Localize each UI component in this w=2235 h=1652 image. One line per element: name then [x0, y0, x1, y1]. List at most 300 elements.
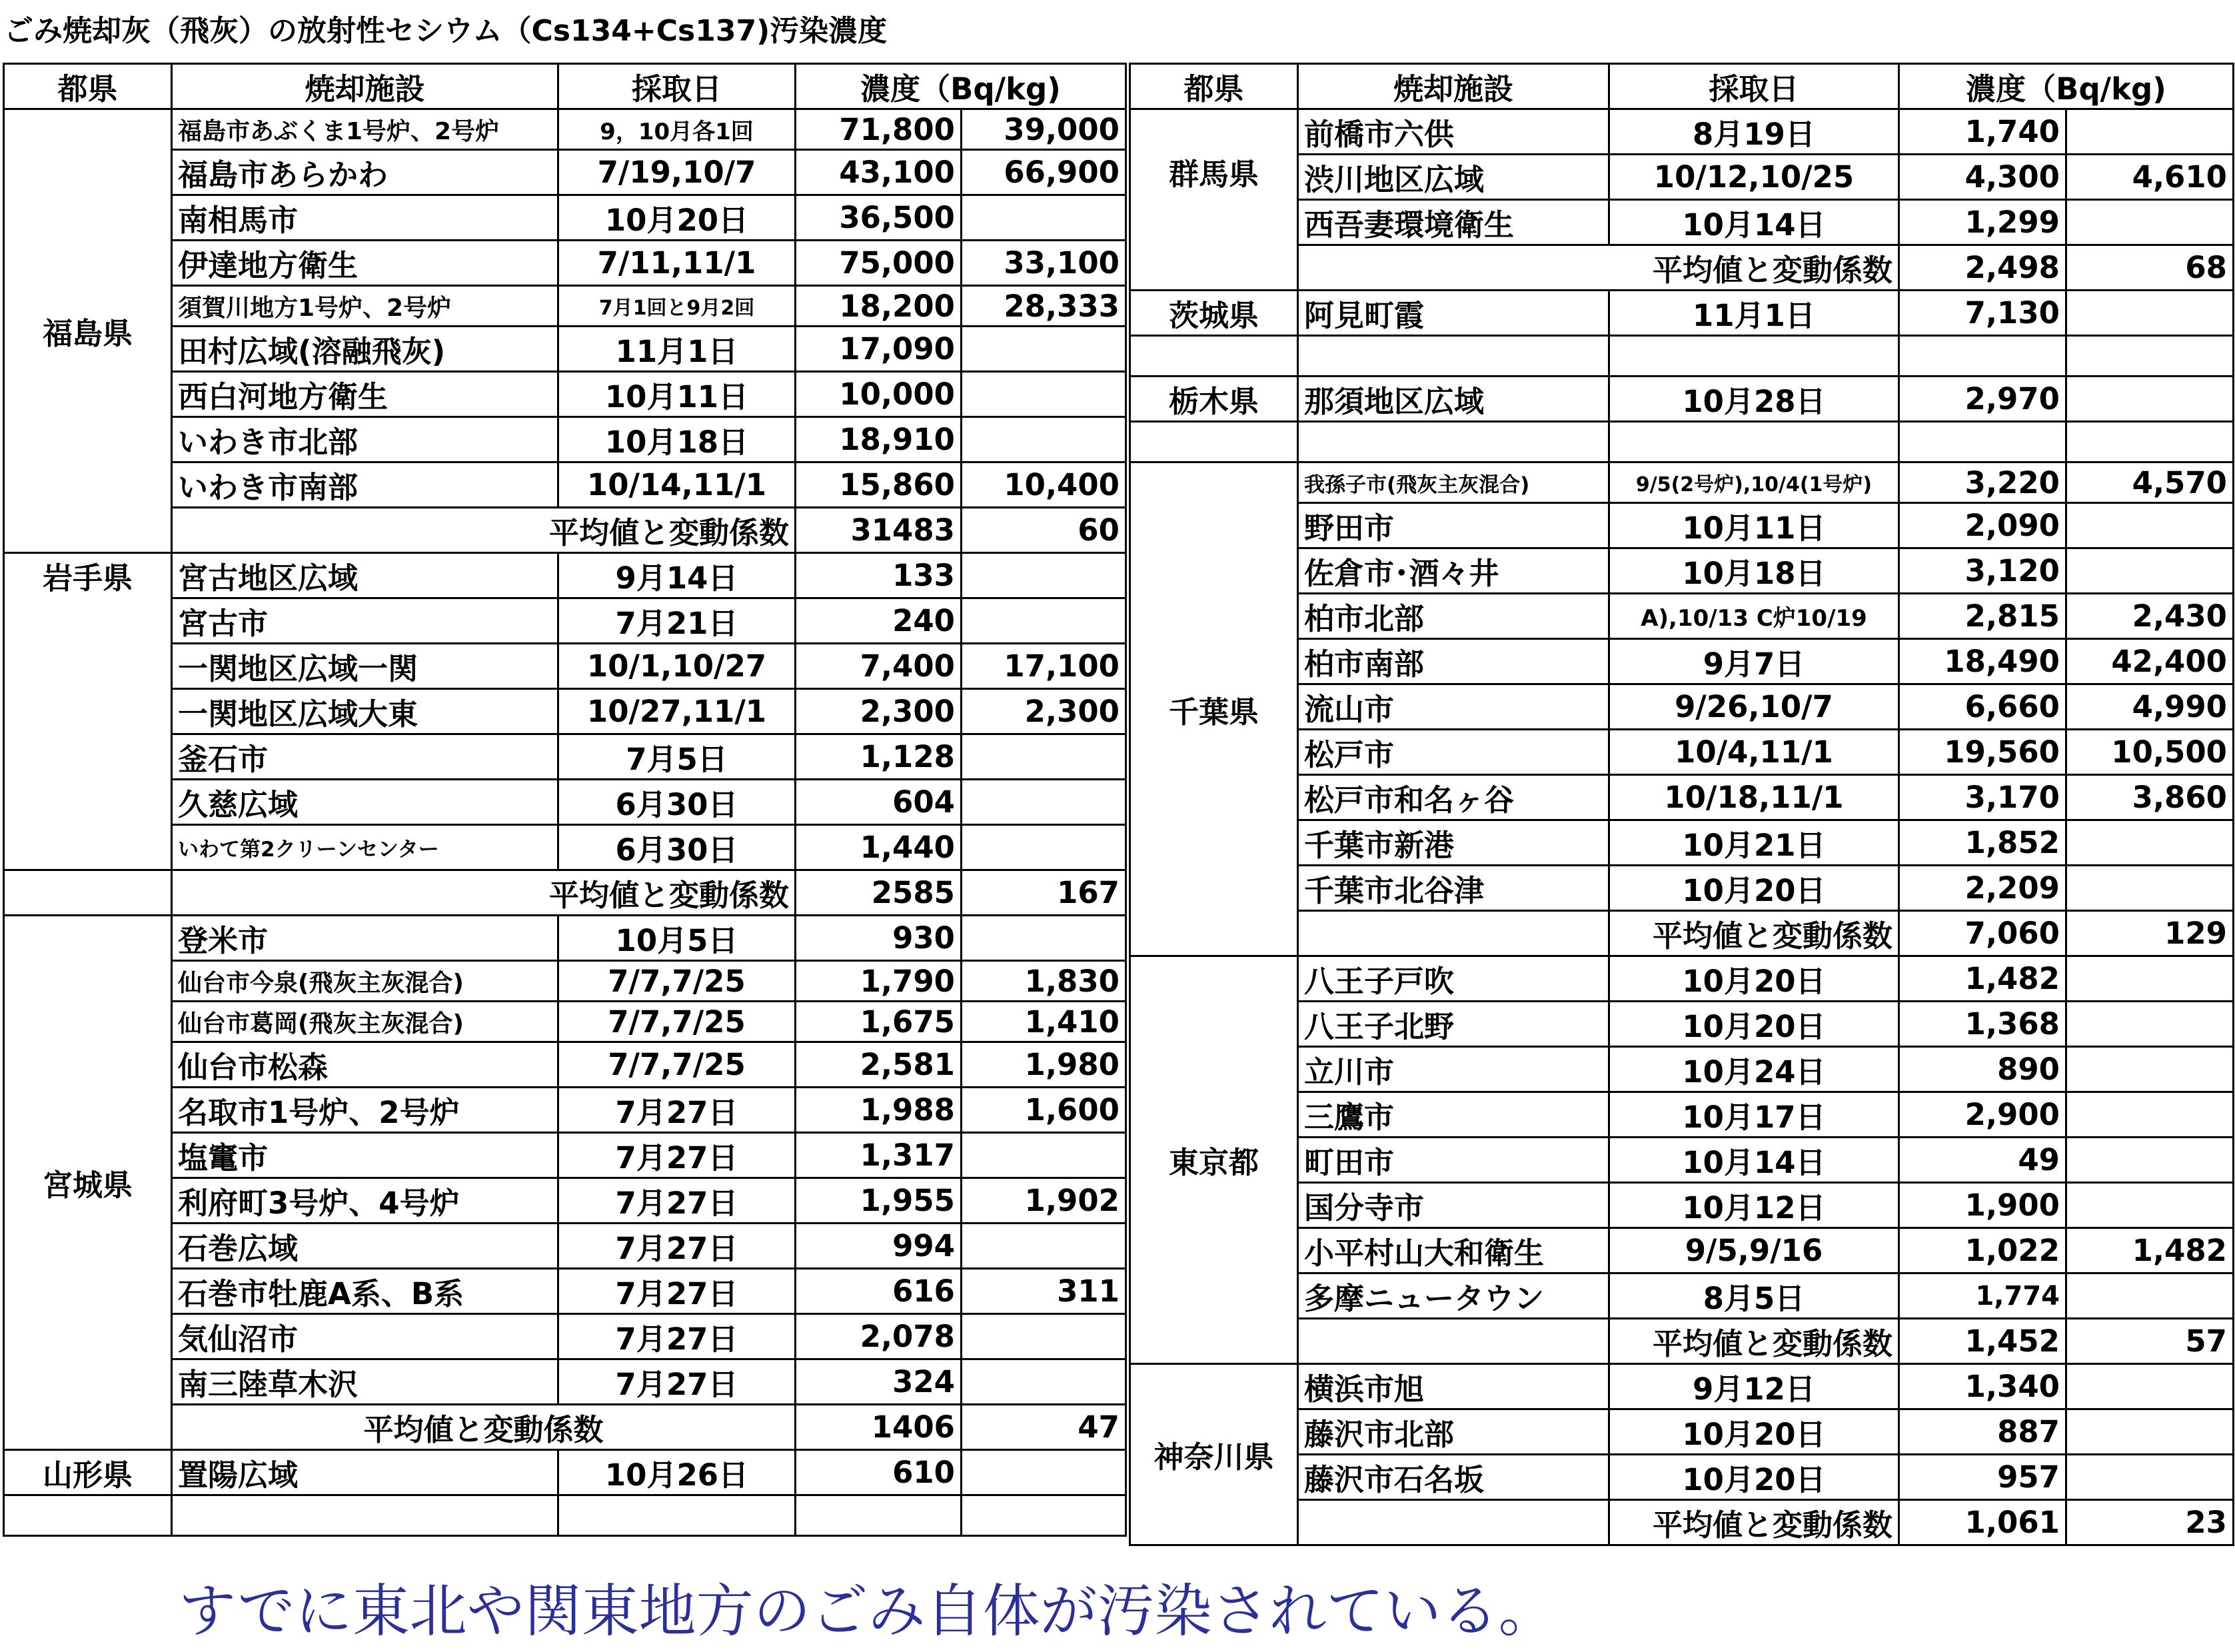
value2-cell: 66,900: [962, 150, 1126, 195]
value1-cell: 1,988: [796, 1088, 962, 1133]
date-cell: 10/1,10/27: [558, 644, 796, 689]
empty-cell: [1609, 422, 1899, 462]
table-row: [4, 1269, 1126, 1314]
page-title: ごみ焼却灰（飛灰）の放射性セシウム（Cs134+Cs137)汚染濃度: [4, 14, 888, 48]
facility-cell: 横浜市旭: [1298, 1364, 1609, 1409]
table-row: [4, 734, 1126, 780]
empty-cell: [1298, 911, 1609, 956]
empty-cell: [1298, 1319, 1609, 1364]
facility-cell: 柏市北部: [1298, 594, 1609, 639]
summary-row: [4, 508, 1126, 553]
value1-cell: 7,400: [796, 644, 962, 689]
right-table: [1129, 63, 2234, 1546]
value2-cell: 1,830: [962, 961, 1126, 1002]
value1-cell: 7,130: [1899, 291, 2066, 336]
avg-label: 平均値と変動係数: [1609, 1319, 1899, 1364]
value2-cell: 4,570: [2066, 462, 2234, 503]
value2-cell: [962, 417, 1126, 462]
table-row: [4, 462, 1126, 508]
facility-cell: 西白河地方衛生: [172, 372, 558, 417]
value1-cell: 2,581: [796, 1042, 962, 1088]
value2-cell: [2066, 1273, 2234, 1319]
value2-cell: [2066, 1092, 2234, 1138]
table-row: [4, 1450, 1126, 1495]
value2-cell: [962, 195, 1126, 241]
date-cell: 10月18日: [558, 417, 796, 462]
avg-label: 平均値と変動係数: [172, 870, 796, 916]
table-row: [4, 825, 1126, 870]
table-row: [4, 689, 1126, 734]
date-cell: 7月1回と9月2回: [558, 286, 796, 327]
value2-cell: 17,100: [962, 644, 1126, 689]
value2-cell: 33,100: [962, 241, 1126, 286]
date-cell: 9，10月各1回: [558, 109, 796, 150]
date-cell: 11月1日: [1609, 291, 1899, 336]
table-row: [4, 916, 1126, 961]
facility-cell: 仙台市松森: [172, 1042, 558, 1088]
date-cell: A),10/13 C炉10/19: [1609, 594, 1899, 639]
value1-cell: 2,970: [1899, 377, 2066, 422]
header-facility: 焼却施設: [1298, 64, 1609, 109]
pref-cell: 千葉県: [1130, 462, 1298, 956]
facility-cell: 気仙沼市: [172, 1314, 558, 1359]
facility-cell: 名取市1号炉、2号炉: [172, 1088, 558, 1133]
value1-cell: 17,090: [796, 327, 962, 372]
facility-cell: 仙台市今泉(飛灰主灰混合): [172, 961, 558, 1002]
date-cell: 10月20日: [1609, 1455, 1899, 1500]
value1-cell: 1,022: [1899, 1228, 2066, 1273]
date-cell: 10月5日: [558, 916, 796, 961]
value2-cell: [2066, 548, 2234, 594]
facility-cell: 石巻広域: [172, 1224, 558, 1269]
summary-row: [4, 870, 1126, 916]
value2-cell: [2066, 1183, 2234, 1228]
date-cell: 7/11,11/1: [558, 241, 796, 286]
value1-cell: 18,910: [796, 417, 962, 462]
value2-cell: [962, 1133, 1126, 1178]
value2-cell: [2066, 820, 2234, 866]
value2-cell: [962, 372, 1126, 417]
avg-value: 2,498: [1899, 245, 2066, 291]
facility-cell: 町田市: [1298, 1138, 1609, 1183]
value1-cell: 2,209: [1899, 866, 2066, 911]
facility-cell: 一関地区広域大東: [172, 689, 558, 734]
table-row: [4, 150, 1126, 195]
date-cell: 10月28日: [1609, 377, 1899, 422]
date-cell: 10月14日: [1609, 1138, 1899, 1183]
value2-cell: [962, 825, 1126, 870]
value2-cell: 1,600: [962, 1088, 1126, 1133]
value1-cell: 3,220: [1899, 462, 2066, 503]
table-row: [4, 961, 1126, 1002]
facility-cell: 国分寺市: [1298, 1183, 1609, 1228]
value2-cell: 10,400: [962, 462, 1126, 508]
date-cell: 7月27日: [558, 1224, 796, 1269]
value1-cell: 2,815: [1899, 594, 2066, 639]
avg-label: 平均値と変動係数: [1609, 911, 1899, 956]
facility-cell: 南三陸草木沢: [172, 1359, 558, 1405]
date-cell: 10/12,10/25: [1609, 155, 1899, 200]
facility-cell: 南相馬市: [172, 195, 558, 241]
table-row: [4, 1359, 1126, 1405]
empty-cell: [796, 1495, 962, 1536]
value2-cell: 1,902: [962, 1178, 1126, 1224]
facility-cell: 柏市南部: [1298, 639, 1609, 684]
value2-cell: [2066, 956, 2234, 1002]
value1-cell: 610: [796, 1450, 962, 1495]
value1-cell: 18,200: [796, 286, 962, 327]
value2-cell: [2066, 1047, 2234, 1092]
value2-cell: [2066, 1409, 2234, 1455]
date-cell: 10/4,11/1: [1609, 730, 1899, 775]
facility-cell: 流山市: [1298, 684, 1609, 730]
value2-cell: 1,980: [962, 1042, 1126, 1088]
pref-cell: 東京都: [1130, 956, 1298, 1364]
value2-cell: 2,300: [962, 689, 1126, 734]
date-cell: 9月14日: [558, 553, 796, 598]
empty-cell: [1899, 422, 2066, 462]
value2-cell: [962, 916, 1126, 961]
facility-cell: 須賀川地方1号炉、2号炉: [172, 286, 558, 327]
facility-cell: 八王子戸吹: [1298, 956, 1609, 1002]
cv-value: 60: [962, 508, 1126, 553]
cv-value: 57: [2066, 1319, 2234, 1364]
avg-value: 1,061: [1899, 1500, 2066, 1545]
value2-cell: [962, 780, 1126, 825]
facility-cell: 藤沢市石名坂: [1298, 1455, 1609, 1500]
value1-cell: 6,660: [1899, 684, 2066, 730]
avg-value: 1406: [796, 1405, 962, 1450]
avg-value: 2585: [796, 870, 962, 916]
table-row: [1130, 422, 2234, 462]
date-cell: 10月11日: [558, 372, 796, 417]
value2-cell: 10,500: [2066, 730, 2234, 775]
date-cell: 7/19,10/7: [558, 150, 796, 195]
facility-cell: 田村広域(溶融飛灰): [172, 327, 558, 372]
table-row: [4, 1002, 1126, 1042]
empty-cell: [1298, 336, 1609, 377]
value2-cell: [2066, 1002, 2234, 1047]
facility-cell: 石巻市牡鹿A系、B系: [172, 1269, 558, 1314]
empty-cell: [4, 1495, 172, 1536]
date-cell: 10月26日: [558, 1450, 796, 1495]
value1-cell: 19,560: [1899, 730, 2066, 775]
pref-cell: 茨城県: [1130, 291, 1298, 336]
cv-value: 47: [962, 1405, 1126, 1450]
facility-cell: 宮古地区広域: [172, 553, 558, 598]
table-row: [1130, 1364, 2234, 1409]
pref-cell: 福島県: [4, 109, 172, 553]
summary-row: [4, 1405, 1126, 1450]
value1-cell: 1,482: [1899, 956, 2066, 1002]
date-cell: 9月12日: [1609, 1364, 1899, 1409]
date-cell: 7月5日: [558, 734, 796, 780]
table-row: [4, 598, 1126, 644]
table-row: [1130, 462, 2234, 503]
date-cell: 10月20日: [1609, 956, 1899, 1002]
value1-cell: 1,852: [1899, 820, 2066, 866]
value1-cell: 75,000: [796, 241, 962, 286]
date-cell: 7月27日: [558, 1178, 796, 1224]
value1-cell: 1,299: [1899, 200, 2066, 245]
date-cell: 10/27,11/1: [558, 689, 796, 734]
value1-cell: 1,340: [1899, 1364, 2066, 1409]
pref-cell: 神奈川県: [1130, 1364, 1298, 1545]
value2-cell: [2066, 377, 2234, 422]
facility-cell: 仙台市葛岡(飛灰主灰混合): [172, 1002, 558, 1042]
value1-cell: 71,800: [796, 109, 962, 150]
header-date: 採取日: [1609, 64, 1899, 109]
empty-cell: [4, 870, 172, 916]
date-cell: 10/18,11/1: [1609, 775, 1899, 820]
value2-cell: [962, 327, 1126, 372]
date-cell: 10月20日: [558, 195, 796, 241]
date-cell: 10月24日: [1609, 1047, 1899, 1092]
avg-value: 31483: [796, 508, 962, 553]
facility-cell: 松戸市和名ヶ谷: [1298, 775, 1609, 820]
date-cell: 6月30日: [558, 825, 796, 870]
value2-cell: 311: [962, 1269, 1126, 1314]
value1-cell: 890: [1899, 1047, 2066, 1092]
date-cell: 10月20日: [1609, 1409, 1899, 1455]
value2-cell: [962, 1224, 1126, 1269]
table-row: [4, 1133, 1126, 1178]
value1-cell: 324: [796, 1359, 962, 1405]
footer-caption: すでに東北や関東地方のごみ自体が汚染されている。: [179, 1578, 1556, 1645]
date-cell: 7月27日: [558, 1314, 796, 1359]
date-cell: 10/14,11/1: [558, 462, 796, 508]
value2-cell: [2066, 1455, 2234, 1500]
facility-cell: 渋川地区広域: [1298, 155, 1609, 200]
empty-cell: [2066, 422, 2234, 462]
value1-cell: 1,955: [796, 1178, 962, 1224]
value2-cell: [2066, 1138, 2234, 1183]
value1-cell: 604: [796, 780, 962, 825]
table-row: [1130, 336, 2234, 377]
pref-cell: 山形県: [4, 1450, 172, 1495]
facility-cell: 釜石市: [172, 734, 558, 780]
value1-cell: 1,790: [796, 961, 962, 1002]
value1-cell: 15,860: [796, 462, 962, 508]
header-pref: 都県: [4, 64, 172, 109]
value1-cell: 1,317: [796, 1133, 962, 1178]
date-cell: 10月18日: [1609, 548, 1899, 594]
value1-cell: 1,900: [1899, 1183, 2066, 1228]
pref-cell: 岩手県: [4, 553, 172, 870]
date-cell: 10月17日: [1609, 1092, 1899, 1138]
value2-cell: [962, 1359, 1126, 1405]
value1-cell: 4,300: [1899, 155, 2066, 200]
table-row: [4, 1314, 1126, 1359]
facility-cell: 多摩ニュータウン: [1298, 1273, 1609, 1319]
table-row: [4, 286, 1126, 327]
facility-cell: 西吾妻環境衛生: [1298, 200, 1609, 245]
table-row: [1130, 377, 2234, 422]
value1-cell: 1,128: [796, 734, 962, 780]
cv-value: 23: [2066, 1500, 2234, 1545]
table-row: [1130, 109, 2234, 155]
facility-cell: 久慈広域: [172, 780, 558, 825]
facility-cell: 福島市あらかわ: [172, 150, 558, 195]
facility-cell: 福島市あぶくま1号炉、2号炉: [172, 109, 558, 150]
value1-cell: 1,675: [796, 1002, 962, 1042]
pref-cell: 宮城県: [4, 916, 172, 1450]
table-row: [4, 644, 1126, 689]
facility-cell: 那須地区広域: [1298, 377, 1609, 422]
value1-cell: 3,170: [1899, 775, 2066, 820]
facility-cell: 置陽広域: [172, 1450, 558, 1495]
value1-cell: 2,090: [1899, 503, 2066, 548]
facility-cell: 立川市: [1298, 1047, 1609, 1092]
header-date: 採取日: [558, 64, 796, 109]
date-cell: 10月12日: [1609, 1183, 1899, 1228]
value2-cell: 4,610: [2066, 155, 2234, 200]
date-cell: 6月30日: [558, 780, 796, 825]
value2-cell: [962, 1314, 1126, 1359]
avg-label: 平均値と変動係数: [172, 1405, 796, 1450]
facility-cell: 八王子北野: [1298, 1002, 1609, 1047]
empty-cell: [172, 1495, 558, 1536]
date-cell: 8月5日: [1609, 1273, 1899, 1319]
date-cell: 7月27日: [558, 1088, 796, 1133]
empty-cell: [1298, 422, 1609, 462]
value1-cell: 1,368: [1899, 1002, 2066, 1047]
date-cell: 7/7,7/25: [558, 1002, 796, 1042]
value2-cell: [2066, 109, 2234, 155]
date-cell: 7/7,7/25: [558, 1042, 796, 1088]
date-cell: 10月21日: [1609, 820, 1899, 866]
value1-cell: 1,440: [796, 825, 962, 870]
table-row: [4, 1088, 1126, 1133]
value2-cell: [962, 1450, 1126, 1495]
table-row: [4, 1178, 1126, 1224]
facility-cell: いわて第2クリーンセンター: [172, 825, 558, 870]
date-cell: 10月14日: [1609, 200, 1899, 245]
value1-cell: 18,490: [1899, 639, 2066, 684]
facility-cell: 千葉市北谷津: [1298, 866, 1609, 911]
empty-cell: [558, 1495, 796, 1536]
value2-cell: 28,333: [962, 286, 1126, 327]
empty-cell: [1298, 1500, 1609, 1545]
header-facility: 焼却施設: [172, 64, 558, 109]
date-cell: 10月20日: [1609, 866, 1899, 911]
value2-cell: [2066, 866, 2234, 911]
table-row: [4, 1224, 1126, 1269]
avg-label: 平均値と変動係数: [1298, 245, 1899, 291]
header-conc: 濃度（Bq/kg): [1899, 64, 2234, 109]
value2-cell: [962, 734, 1126, 780]
facility-cell: 登米市: [172, 916, 558, 961]
date-cell: 7/7,7/25: [558, 961, 796, 1002]
facility-cell: 伊達地方衛生: [172, 241, 558, 286]
facility-cell: 野田市: [1298, 503, 1609, 548]
value1-cell: 994: [796, 1224, 962, 1269]
value2-cell: [962, 553, 1126, 598]
avg-label: 平均値と変動係数: [1609, 1500, 1899, 1545]
table-row: [4, 780, 1126, 825]
cv-value: 167: [962, 870, 1126, 916]
facility-cell: 前橋市六供: [1298, 109, 1609, 155]
facility-cell: 藤沢市北部: [1298, 1409, 1609, 1455]
date-cell: 9/5,9/16: [1609, 1228, 1899, 1273]
facility-cell: 一関地区広域一関: [172, 644, 558, 689]
table-row: [4, 417, 1126, 462]
facility-cell: 小平村山大和衛生: [1298, 1228, 1609, 1273]
empty-cell: [2066, 336, 2234, 377]
value1-cell: 2,900: [1899, 1092, 2066, 1138]
value2-cell: [2066, 291, 2234, 336]
value1-cell: 240: [796, 598, 962, 644]
empty-cell: [1130, 422, 1298, 462]
table-header: [1130, 64, 2234, 109]
value1-cell: 36,500: [796, 195, 962, 241]
value2-cell: 4,990: [2066, 684, 2234, 730]
facility-cell: いわき市北部: [172, 417, 558, 462]
value1-cell: 133: [796, 553, 962, 598]
empty-cell: [1130, 336, 1298, 377]
value2-cell: 2,430: [2066, 594, 2234, 639]
pref-cell: 栃木県: [1130, 377, 1298, 422]
value1-cell: 10,000: [796, 372, 962, 417]
empty-cell: [962, 1495, 1126, 1536]
date-cell: 9/26,10/7: [1609, 684, 1899, 730]
value2-cell: 1,482: [2066, 1228, 2234, 1273]
table-row: [1130, 956, 2234, 1002]
date-cell: 7月27日: [558, 1359, 796, 1405]
value1-cell: 930: [796, 916, 962, 961]
value1-cell: 43,100: [796, 150, 962, 195]
date-cell: 9月7日: [1609, 639, 1899, 684]
value1-cell: 3,120: [1899, 548, 2066, 594]
table-row: [4, 241, 1126, 286]
value2-cell: [2066, 1364, 2234, 1409]
date-cell: 11月1日: [558, 327, 796, 372]
value1-cell: 1,740: [1899, 109, 2066, 155]
value1-cell: 616: [796, 1269, 962, 1314]
date-cell: 7月21日: [558, 598, 796, 644]
date-cell: 9/5(2号炉),10/4(1号炉): [1609, 462, 1899, 503]
value2-cell: [962, 598, 1126, 644]
facility-cell: 千葉市新港: [1298, 820, 1609, 866]
value2-cell: 42,400: [2066, 639, 2234, 684]
table-row: [4, 1495, 1126, 1536]
value2-cell: [2066, 200, 2234, 245]
value1-cell: 957: [1899, 1455, 2066, 1500]
table-row: [4, 195, 1126, 241]
value1-cell: 2,078: [796, 1314, 962, 1359]
value2-cell: [2066, 503, 2234, 548]
date-cell: 7月27日: [558, 1133, 796, 1178]
facility-cell: 塩竃市: [172, 1133, 558, 1178]
table-row: [1130, 291, 2234, 336]
table-row: [4, 1042, 1126, 1088]
value1-cell: 887: [1899, 1409, 2066, 1455]
header-conc: 濃度（Bq/kg): [796, 64, 1126, 109]
facility-cell: 利府町3号炉、4号炉: [172, 1178, 558, 1224]
value2-cell: 3,860: [2066, 775, 2234, 820]
table-header: [4, 64, 1126, 109]
cv-value: 129: [2066, 911, 2234, 956]
avg-value: 7,060: [1899, 911, 2066, 956]
facility-cell: 三鷹市: [1298, 1092, 1609, 1138]
avg-value: 1,452: [1899, 1319, 2066, 1364]
value1-cell: 49: [1899, 1138, 2066, 1183]
empty-cell: [1609, 336, 1899, 377]
avg-label: 平均値と変動係数: [172, 508, 796, 553]
date-cell: 8月19日: [1609, 109, 1899, 155]
facility-cell: いわき市南部: [172, 462, 558, 508]
value1-cell: 1,774: [1899, 1273, 2066, 1319]
